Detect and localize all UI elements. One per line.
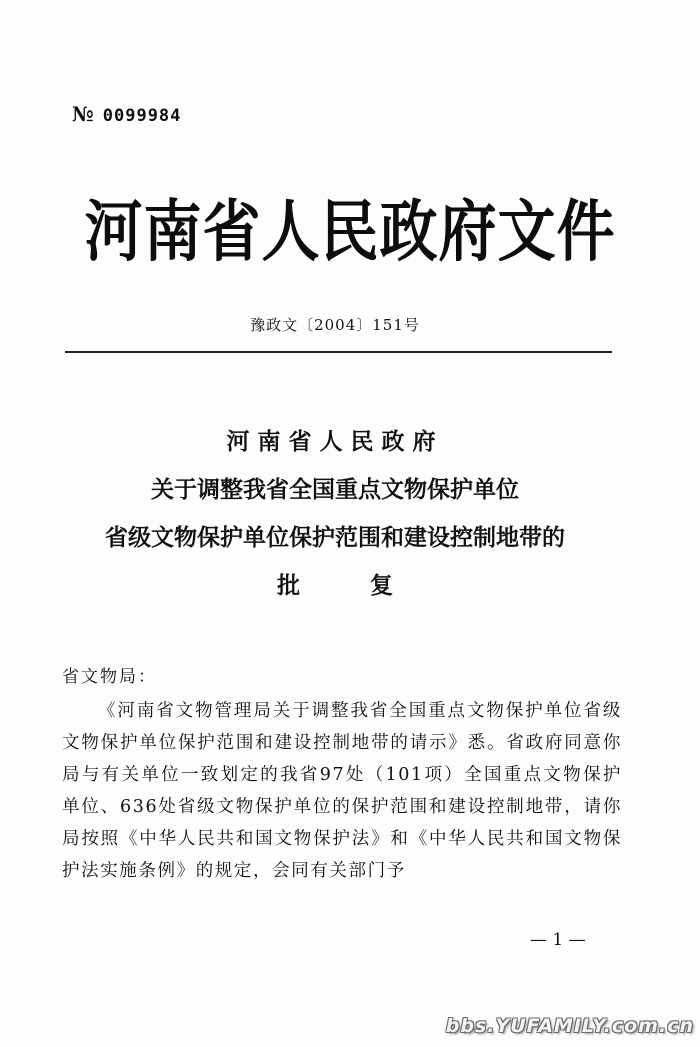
document-serial-number	[72, 102, 181, 126]
serial-number-value: 0099984	[102, 106, 182, 126]
subject-line-3: 省级文物保护单位保护范围和建设控制地带的	[105, 524, 565, 551]
salutation: 省文物局：	[62, 667, 157, 687]
subject-line-2: 关于调整我省全国重点文物保护单位	[151, 476, 519, 503]
subject-line-4: 批复	[277, 572, 463, 599]
document-subject	[0, 418, 670, 610]
footer-credit: bbs.YUFAMILY.com.cn	[445, 1015, 694, 1037]
document-header-title: 河南省人民政府文件	[84, 192, 616, 271]
number-sign: №	[72, 102, 95, 126]
body-paragraph: 《河南省文物管理局关于调整我省全国重点文物保护单位省级文物保护单位保护范围和建设控制地带的请示》悉。省政府同意你局与有关单位一致划定的我省97处（101项）全国重点文物保护单位、636处省级文物保护单位的保护范围和建设控制地带，请你局按照《中华人民共和国文物保护法》和《中华人民共和国文物保护法实施条例》的规定，会同有关部门予	[62, 701, 622, 881]
header-divider	[65, 351, 612, 353]
subject-line-1: 河南省人民政府	[226, 428, 444, 455]
page-number: — 1 —	[530, 930, 586, 950]
document-code: 豫政文〔2004〕151号	[250, 316, 420, 334]
